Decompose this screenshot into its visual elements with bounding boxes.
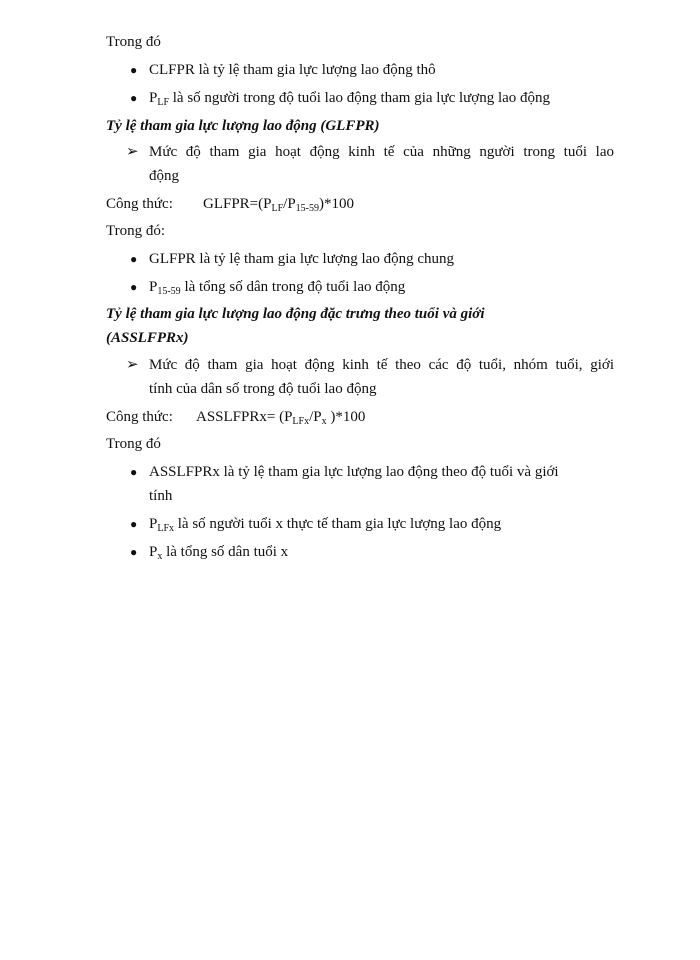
section-heading-glfpr: Tỷ lệ tham gia lực lượng lao động (GLFPR) — [106, 118, 380, 134]
bullet-icon: ● — [130, 517, 138, 531]
bullet-icon: ● — [130, 280, 138, 294]
px-definition — [149, 543, 288, 561]
bullet-icon: ● — [130, 545, 138, 559]
trong-do-label: Trong đó — [106, 436, 161, 452]
asslfprx-definition-line2: tính — [149, 488, 173, 504]
p1559-text: là tổng số dân trong độ tuổi lao động — [180, 279, 406, 295]
arrow-bullet-icon: ➢ — [126, 357, 139, 373]
glfpr-description-line2: động — [149, 168, 179, 184]
symbol-p: P — [149, 544, 158, 560]
asslfprx-description-line2: tính của dân số trong độ tuổi lao động — [149, 381, 377, 397]
plfx-definition — [149, 515, 501, 533]
formula-label: Công thức: — [106, 409, 173, 425]
symbol-p: P — [149, 90, 158, 106]
asslfprx-formula: ASSLFPRx= ($P_{LFx}/P_x$ )*100 — [196, 409, 366, 427]
symbol-p: P — [149, 516, 158, 532]
bullet-icon: ● — [130, 465, 138, 479]
px-text: là tổng số dân tuổi x — [162, 544, 289, 560]
asslfprx-description-line1: Mức độ tham gia hoạt động kinh tế theo các độ tuổi, nhóm tuổi, giới — [149, 357, 614, 373]
arrow-bullet-icon: ➢ — [126, 144, 139, 160]
bullet-icon: ● — [130, 63, 138, 77]
subscript-lfx: LFx — [157, 523, 175, 534]
glfpr-formula: $GLFPR=(P_{LF}/P_{15-59})*100$ — [203, 196, 355, 214]
subscript-lf: LF — [157, 97, 170, 108]
subscript-x: x — [157, 551, 163, 562]
plfx-text: là số người tuổi x thực tế tham gia lực lượng lao động — [174, 516, 502, 532]
glfpr-description-line1: Mức độ tham gia hoạt động kinh tế của những người trong tuổi lao — [149, 144, 614, 160]
bullet-icon: ● — [130, 91, 138, 105]
section-heading-asslfprx-line2: (ASSLFPRx) — [106, 330, 189, 346]
symbol-p: P — [149, 279, 158, 295]
trong-do-label: Trong đó: — [106, 223, 166, 239]
trong-do-label: Trong đó — [106, 34, 161, 50]
plf-definition — [149, 89, 550, 107]
bullet-icon: ● — [130, 252, 138, 266]
plf-text: là số người trong độ tuổi lao động tham gia lực lượng lao động — [169, 90, 551, 106]
section-heading-asslfprx-line1: Tỷ lệ tham gia lực lượng lao động đặc trưng theo tuổi và giới — [106, 306, 485, 322]
clfpr-definition: CLFPR là tỷ lệ tham gia lực lượng lao động thô — [149, 62, 436, 78]
formula-label: Công thức: — [106, 196, 173, 212]
p1559-definition — [149, 278, 405, 296]
asslfprx-definition-line1: ASSLFPRx là tỷ lệ tham gia lực lượng lao động theo độ tuổi và giới — [149, 464, 559, 480]
subscript-15-59: 15-59 — [157, 286, 181, 297]
glfpr-definition: GLFPR là tỷ lệ tham gia lực lượng lao động chung — [149, 251, 454, 267]
